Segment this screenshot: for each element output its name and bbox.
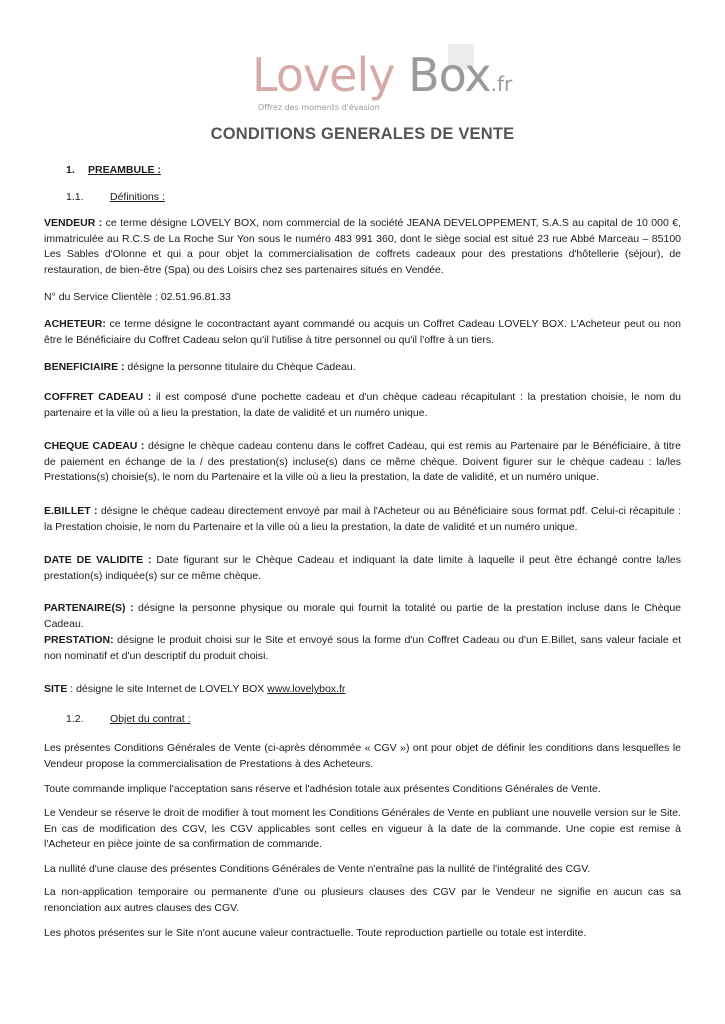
term: VENDEUR : (44, 217, 103, 229)
objet-paragraph-2: Toute commande implique l'acceptation sans réserve et l'adhésion totale aux présentes Conditions Générales de Vente. (44, 783, 601, 795)
logo-tagline: Offrez des moments d'évasion (258, 103, 380, 112)
logo-lovely: Lovely (252, 48, 395, 102)
term: BENEFICIAIRE : (44, 361, 125, 373)
section-label: Définitions : (110, 191, 165, 203)
definition-text: il est composé d'une pochette cadeau et d'un chèque cadeau récapitulant : la prestation choisie, le nom du partenaire et la ville où a lieu la prestation, la date de validité et un numéro unique. (44, 391, 682, 419)
term: SITE (44, 683, 68, 695)
definition-text: désigne le produit choisi sur le Site et envoyé sous la forme d'un Coffret Cadeau ou d'un E.Billet, sans valeur faciale et non nominatif et d'un descriptif du produit choisi. (44, 634, 681, 662)
page-title: CONDITIONS GENERALES DE VENTE (210, 125, 515, 143)
definition-coffret-cadeau (44, 390, 681, 421)
definition-text: ce terme désigne le cocontractant ayant commandé ou acquis un Coffret Cadeau LOVELY BOX. L'Acheteur peut ou non être le Bénéficiaire du Coffret Cadeau selon qu'il l'utilise à titre personnel ou qu'il l'offre à un tiers. (44, 318, 681, 346)
section-number: 1.2. (66, 713, 84, 725)
definition-site (44, 682, 681, 698)
section-number: 1.1. (66, 191, 84, 203)
definition-text: ce terme désigne LOVELY BOX, nom commercial de la société JEANA DEVELOPPEMENT, S.A.S au capital de 10 000 €, immatriculée au R.C.S de La Roche Sur Yon sous le numéro 483 991 360, dont le siège social est situé 23 rue Abbé Marceau – 85100 Les Sables d'Olonne et qui a pour objet la commercialisation de coffrets cadeaux pour des prestations d'hôtellerie (séjour), de restauration, de bien-être (Spa) ou des Loisirs chez ses partenaires situés en Vendée. (44, 217, 681, 276)
objet-paragraph-3: Le Vendeur se réserve le droit de modifier à tout moment les Conditions Générales de Vente en publiant une nouvelle version sur le Site. En cas de modification des CGV, les CGV applicables sont celles en vigueur à la date de la commande. Une copie est remise à l'Acheteur en pièce jointe de sa confirmation de commande. (44, 807, 681, 850)
section-number: 1. (66, 164, 75, 176)
term: CHEQUE CADEAU : (44, 440, 145, 452)
definition-cheque-cadeau (44, 439, 681, 486)
objet-paragraph-5: La non-application temporaire ou permanente d'une ou plusieurs clauses des CGV par le Vendeur ne signifie en aucun cas sa renonciation aux autres clauses des CGV. (44, 886, 681, 914)
logo-fr: .fr (490, 72, 513, 96)
definition-prestation (44, 633, 681, 664)
objet-paragraph-4: La nullité d'une clause des présentes Conditions Générales de Vente n'entraîne pas la nullité de l'intégralité des CGV. (44, 863, 591, 875)
term: E.BILLET : (44, 505, 98, 517)
service-client-phone: N° du Service Clientèle : 02.51.96.81.33 (44, 291, 231, 303)
definition-text: : désigne le site Internet de LOVELY BOX (67, 683, 268, 695)
definition-vendeur (44, 216, 681, 278)
objet-paragraph-6: Les photos présentes sur le Site n'ont aucune valeur contractuelle. Toute reproduction partielle ou totale est interdite. (44, 927, 587, 939)
term: PARTENAIRE(S) : (44, 602, 134, 614)
definition-text: Date figurant sur le Chèque Cadeau et indiquant la date limite à laquelle il peut être échangé contre la/les prestation(s) indiquée(s) sur ce même chèque. (44, 554, 681, 582)
logo-box: Box (408, 48, 491, 102)
definition-text: désigne le chèque cadeau directement envoyé par mail à l'Acheteur ou au Bénéficiaire sous format pdf. Celui-ci récapitule : la Prestation choisie, le nom du Partenaire et la ville où a lieu la prestation, la date de validité et un numéro unique. (44, 505, 681, 533)
term: COFFRET CADEAU : (44, 391, 152, 403)
site-url-link[interactable]: www.lovelybox.fr (267, 683, 346, 695)
logo-wordmark (252, 50, 512, 109)
logo (252, 44, 513, 120)
definition-partenaires (44, 601, 681, 632)
term: ACHETEUR: (44, 318, 106, 330)
definition-text: désigne la personne titulaire du Chèque Cadeau. (124, 361, 356, 373)
definition-text: désigne le chèque cadeau contenu dans le coffret Cadeau, qui est remis au Partenaire par le Bénéficiaire, à titre de paiement en échange de la / des prestation(s) incluse(s) dans ce même chèque. Doivent figurer sur le chèque cadeau : la/les Prestations(s) choisie(s), le nom du Partenaire et la ville où a lieu la prestation, la date de validité, et un numéro unique. (44, 440, 681, 483)
definition-ebillet (44, 504, 681, 535)
definition-acheteur (44, 317, 681, 348)
section-label: Objet du contrat : (110, 713, 191, 725)
term: PRESTATION: (44, 634, 114, 646)
section-label: PREAMBULE : (88, 164, 161, 176)
definition-text: désigne la personne physique ou morale qui fournit la totalité ou partie de la prestation incluse dans le Chèque Cadeau. (44, 602, 681, 630)
definition-beneficiaire (44, 360, 681, 376)
term: DATE DE VALIDITE : (44, 554, 152, 566)
definition-date-validite (44, 553, 681, 584)
objet-paragraph-1: Les présentes Conditions Générales de Vente (ci-après dénommée « CGV ») ont pour objet de définir les conditions dans lesquelles le Vendeur propose la commercialisation de Prestations à des Acheteurs. (44, 742, 681, 770)
